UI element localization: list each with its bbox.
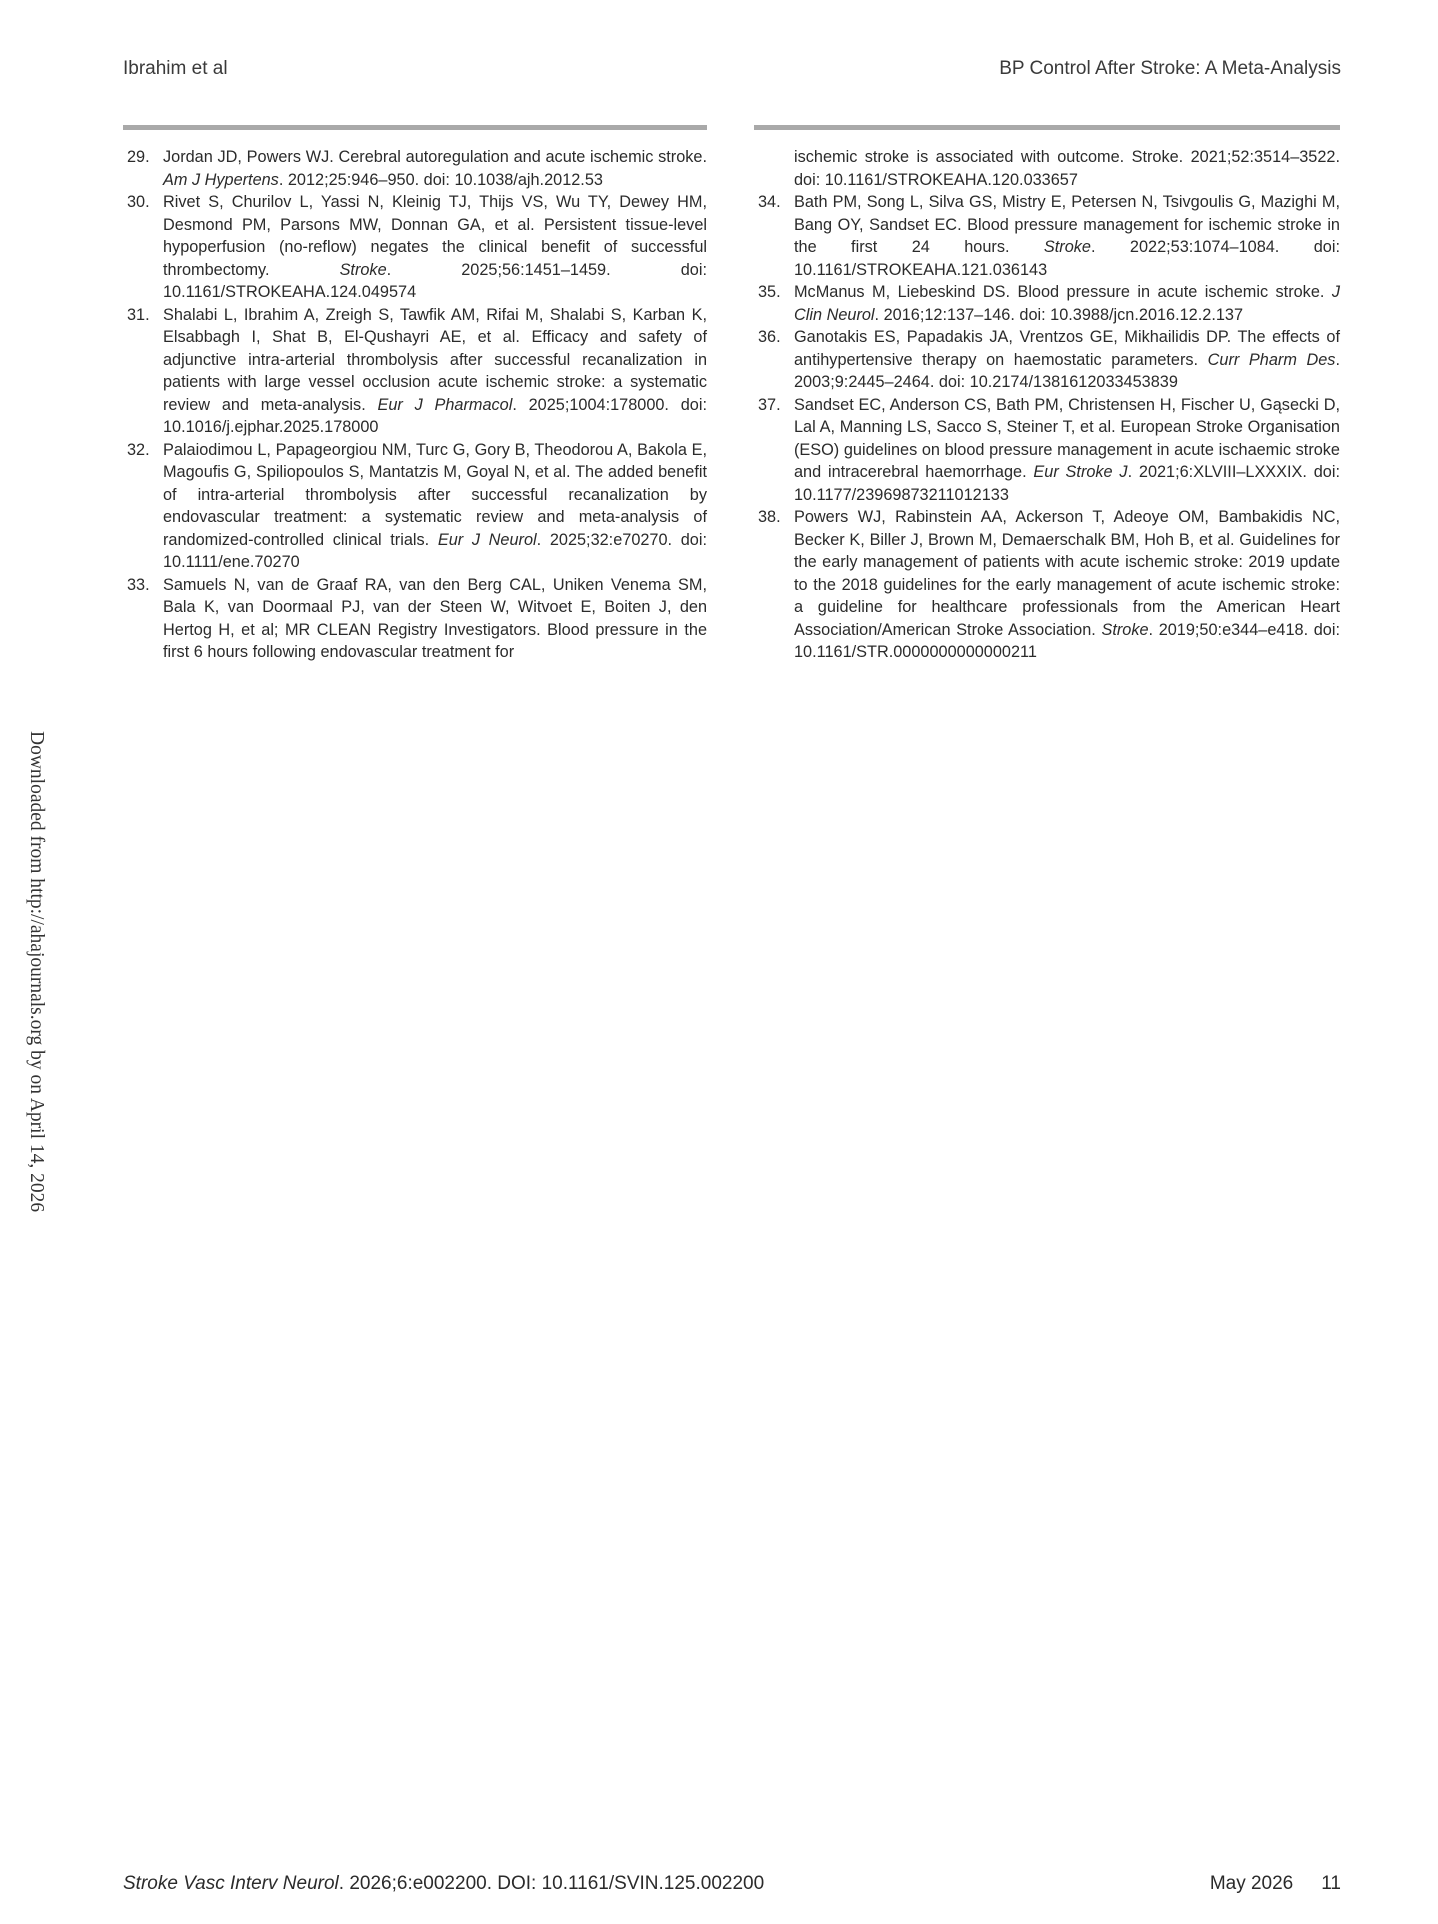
reference-journal: Eur Stroke J (1033, 463, 1128, 481)
reference-details: . 2025;1004:178000. doi: 10.1016/j.ejphar.2025.178000 (163, 395, 707, 436)
reference-journal: Curr Pharm Des (1207, 350, 1336, 369)
reference-33 (123, 574, 707, 664)
footer-doi: . 2026;6:e002200. DOI: 10.1161/SVIN.125.002200 (338, 1873, 765, 1894)
running-head-authors: Ibrahim et al (123, 58, 228, 79)
reference-details: . 2003;9:2445–2464. doi: 10.2174/1381612033453839 (794, 350, 1340, 391)
reference-number: 35. (758, 283, 781, 301)
reference-number: 31. (127, 305, 150, 324)
reference-number: 38. (758, 508, 781, 526)
references-column-right (754, 146, 1340, 664)
reference-journal: Stroke (1043, 238, 1091, 256)
reference-journal: J Clin Neurol (794, 283, 1340, 324)
reference-text: Jordan JD, Powers WJ. Cerebral autoregulation and acute ischemic stroke. (163, 148, 707, 166)
reference-number: 36. (758, 328, 781, 346)
reference-37 (754, 394, 1340, 507)
footer-journal: Stroke Vasc Interv Neurol (123, 1873, 339, 1894)
reference-34 (754, 191, 1340, 281)
reference-details: . 2012;25:946–950. doi: 10.1038/ajh.2012.53 (278, 170, 603, 189)
reference-text: Bath PM, Song L, Silva GS, Mistry E, Petersen N, Tsivgoulis G, Mazighi M, Bang OY, Sandset EC. Blood pressure management for ischemic stroke in the first 24 hours. (794, 193, 1340, 256)
reference-details: . 2019;50:e344–e418. doi: 10.1161/STR.0000000000000211 (794, 620, 1340, 661)
reference-journal: Eur J Neurol (437, 530, 537, 549)
reference-text: Palaiodimou L, Papageorgiou NM, Turc G, Gory B, Theodorou A, Bakola E, Magoufis G, Spiliopoulos S, Mantatzis M, Goyal N, et al. The added benefit of intra-arterial thrombolysis after successful recanalization by endovascular treatment: a systematic review and meta-analysis of randomized-controlled clinical trials. (163, 440, 707, 549)
running-head-title: BP Control After Stroke: A Meta-Analysis (999, 58, 1341, 79)
reference-number: 30. (127, 193, 150, 211)
reference-details: . 2025;56:1451–1459. doi: 10.1161/STROKEAHA.124.049574 (163, 260, 707, 301)
reference-details: . 2025;32:e70270. doi: 10.1111/ene.70270 (163, 530, 707, 571)
reference-text: Samuels N, van de Graaf RA, van den Berg CAL, Uniken Venema SM, Bala K, van Doormaal PJ, van der Steen W, Witvoet E, Boiten J, den Hertog H, et al; MR CLEAN Registry Investigators. Blood pressure in the first 6 hours following endovascular treatment for (163, 575, 707, 661)
column-rule-left (123, 125, 707, 130)
reference-journal: Stroke (339, 260, 387, 279)
reference-details: . 2021;52:3514–3522. doi: 10.1161/STROKEAHA.120.033657 (794, 148, 1340, 189)
reference-text: Ganotakis ES, Papadakis JA, Vrentzos GE, Mikhailidis DP. The effects of antihypertensive therapy on haemostatic parameters. (794, 328, 1340, 369)
reference-number: 34. (758, 193, 781, 211)
column-rule-right (754, 125, 1340, 130)
reference-36 (754, 326, 1340, 394)
reference-29 (123, 146, 707, 191)
reference-text: Powers WJ, Rabinstein AA, Ackerson T, Adeoye OM, Bambakidis NC, Becker K, Biller J, Brown M, Demaerschalk BM, Hoh B, et al. Guidelines for the early management of patients with acute ischemic stroke: 2019 update to the 2018 guidelines for the early management of acute ischemic stroke: a guideline for healthcare professionals from the American Heart Association/American Stroke Association. (794, 508, 1340, 639)
reference-text: Sandset EC, Anderson CS, Bath PM, Christensen H, Fischer U, Gąsecki D, Lal A, Manning LS, Sacco S, Steiner T, et al. European Stroke Organisation (ESO) guidelines on blood pressure management in acute ischaemic stroke and intracerebral haemorrhage. (794, 395, 1340, 481)
reference-35 (754, 281, 1340, 326)
reference-text: McManus M, Liebeskind DS. Blood pressure in acute ischemic stroke. (794, 283, 1332, 301)
page-number: 11 (1321, 1873, 1341, 1894)
reference-number: 29. (127, 148, 150, 166)
reference-38 (754, 506, 1340, 664)
reference-journal: Eur J Pharmacol (377, 395, 513, 414)
reference-text: ischemic stroke is associated with outcome. (794, 148, 1132, 166)
reference-30 (123, 191, 707, 304)
download-watermark: Downloaded from http://ahajournals.org by on April 14, 2026 (26, 731, 47, 1213)
footer-citation (123, 1873, 764, 1895)
reference-details: . 2022;53:1074–1084. doi: 10.1161/STROKEAHA.121.036143 (794, 238, 1340, 279)
reference-number: 33. (127, 575, 150, 594)
reference-number: 37. (758, 395, 781, 414)
reference-text: Rivet S, Churilov L, Yassi N, Kleinig TJ, Thijs VS, Wu TY, Dewey HM, Desmond PM, Parsons MW, Donnan GA, et al. Persistent tissue-level hypoperfusion (no-reflow) negates the clinical benefit of successful thrombectomy. (163, 193, 707, 279)
footer-right (1210, 1873, 1341, 1895)
reference-details: . 2021;6:XLVIII–LXXXIX. doi: 10.1177/23969873211012133 (794, 463, 1340, 504)
reference-details: . 2016;12:137–146. doi: 10.3988/jcn.2016.12.2.137 (874, 305, 1244, 324)
references-column-left (123, 146, 707, 664)
reference-journal: Stroke (1101, 620, 1149, 639)
reference-number: 32. (127, 440, 150, 459)
reference-32 (123, 439, 707, 574)
reference-text: Shalabi L, Ibrahim A, Zreigh S, Tawfik AM, Rifai M, Shalabi S, Karban K, Elsabbagh I, Shat B, El-Qushayri AE, et al. Efficacy and safety of adjunctive intra-arterial thrombolysis after successful recanalization in patients with large vessel occlusion acute ischemic stroke: a systematic review and meta-analysis. (163, 305, 707, 414)
footer-date: May 2026 (1209, 1873, 1294, 1894)
reference-33-continuation (754, 146, 1340, 191)
reference-journal: Am J Hypertens (163, 170, 279, 189)
reference-journal: Stroke (1131, 148, 1179, 166)
reference-31 (123, 304, 707, 439)
